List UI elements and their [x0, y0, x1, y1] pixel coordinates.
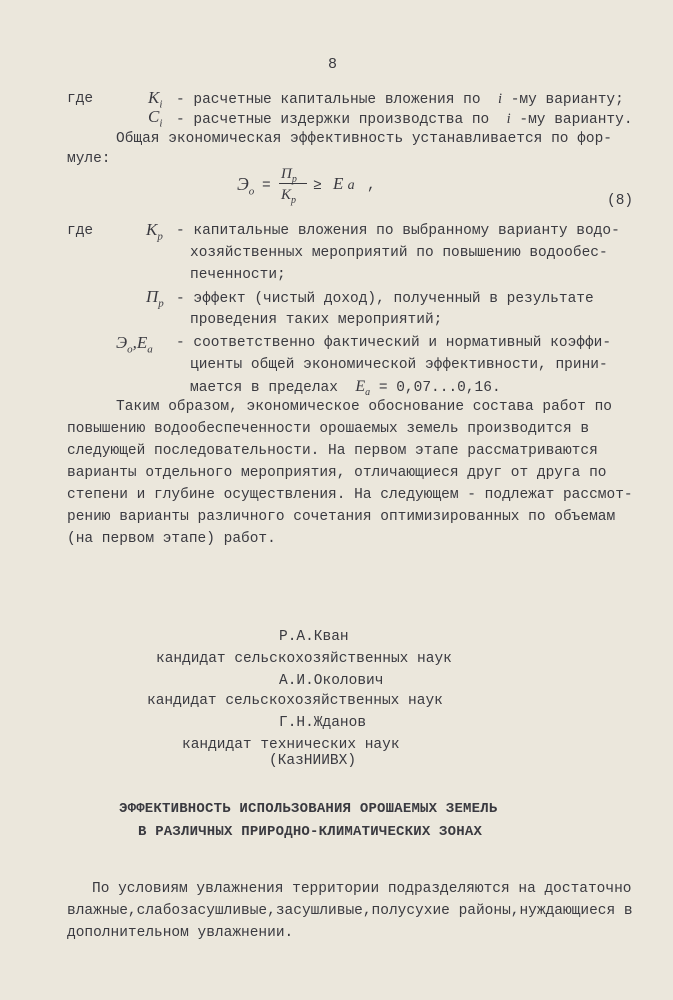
- definition-line: проведения таких мероприятий;: [190, 312, 443, 328]
- text-line: (на первом этапе) работ.: [67, 531, 276, 547]
- definition-line: хозяйственных мероприятий по повышению водообес-: [190, 245, 608, 261]
- text-line: влажные,слабозасушливые,засушливые,полусухие районы,нуждающиеся в: [67, 903, 633, 919]
- definition-line: - капитальные вложения по выбранному варианту водо-: [176, 223, 620, 239]
- author-title: кандидат технических наук: [182, 737, 400, 753]
- heading-line: ЭФФЕКТИВНОСТЬ ИСПОЛЬЗОВАНИЯ ОРОШАЕМЫХ ЗЕМЕЛЬ: [119, 801, 498, 817]
- organization: (КазНИИВХ): [269, 753, 357, 769]
- formula-fraction: [279, 165, 309, 205]
- definition-c-i: - расчетные издержки производства по i -му варианту.: [176, 111, 633, 128]
- definition-line: - соответственно фактический и нормативный коэффи-: [176, 335, 612, 351]
- definition-line: - эффект (чистый доход), полученный в результате: [176, 291, 594, 307]
- author-title: кандидат сельскохозяйственных наук: [147, 693, 443, 709]
- text-line: Таким образом, экономическое обоснование состава работ по: [116, 399, 612, 415]
- text-line: следующей последовательности. На первом этапе рассматриваются: [67, 443, 598, 459]
- formula-denominator: $K_р$: [281, 187, 297, 206]
- fraction-bar: [279, 183, 307, 184]
- formula-relation: ≥: [313, 178, 322, 194]
- symbol-p-r: $П_р$: [146, 287, 164, 310]
- symbol-k-i: $K_i$: [148, 88, 163, 111]
- formula-lhs: $Э_о$: [237, 174, 255, 198]
- heading-line: В РАЗЛИЧНЫХ ПРИРОДНО-КЛИМАТИЧЕСКИХ ЗОНАХ: [138, 824, 483, 840]
- symbol-i: i: [506, 111, 511, 127]
- definition-k-i: - расчетные капитальные вложения по i -му варианту;: [176, 91, 624, 108]
- text-line: По условиям увлажнения территории подразделяются на достаточно: [92, 881, 632, 897]
- text-line: степени и глубине осуществления. На следующем - подлежат рассмот-: [67, 487, 633, 503]
- formula-numerator: $П_р$: [281, 166, 297, 185]
- author-name: Г.Н.Жданов: [279, 715, 367, 731]
- definition-line: печенности;: [190, 267, 286, 283]
- where-label: где: [67, 91, 94, 107]
- formula-rhs: E а: [333, 174, 355, 193]
- formula-comma: ,: [367, 178, 376, 194]
- text-line: повышению водообеспеченности орошаемых земель производится в: [67, 421, 590, 437]
- author-name: А.И.Околович: [279, 673, 384, 689]
- author-name: Р.А.Кван: [279, 629, 349, 645]
- symbol-k-r: $K_р$: [146, 220, 163, 243]
- formula-equals: =: [262, 178, 271, 194]
- text-line: варианты отдельного мероприятия, отличающиеся друг от друга по: [67, 465, 607, 481]
- definition-line: циенты общей экономической эффективности, прини-: [190, 357, 608, 373]
- definition-line: мается в пределах $E_а = 0,07...0,16$.: [190, 378, 501, 398]
- formula-number: (8): [607, 193, 634, 209]
- text-line: дополнительном увлажнении.: [67, 925, 294, 941]
- symbol-i: i: [497, 91, 502, 107]
- symbol-e-o-e-a: $Э_о,E_а$: [116, 333, 153, 356]
- symbol-c-i: $C_i$: [148, 107, 163, 130]
- text-line: Общая экономическая эффективность устанавливается по фор-: [116, 131, 612, 147]
- author-title: кандидат сельскохозяйственных наук: [156, 651, 452, 667]
- text-line: рению варианты различного сочетания оптимизированных по объемам: [67, 509, 616, 525]
- where-label: где: [67, 223, 94, 239]
- page-number: 8: [328, 56, 338, 73]
- text-line: муле:: [67, 151, 111, 167]
